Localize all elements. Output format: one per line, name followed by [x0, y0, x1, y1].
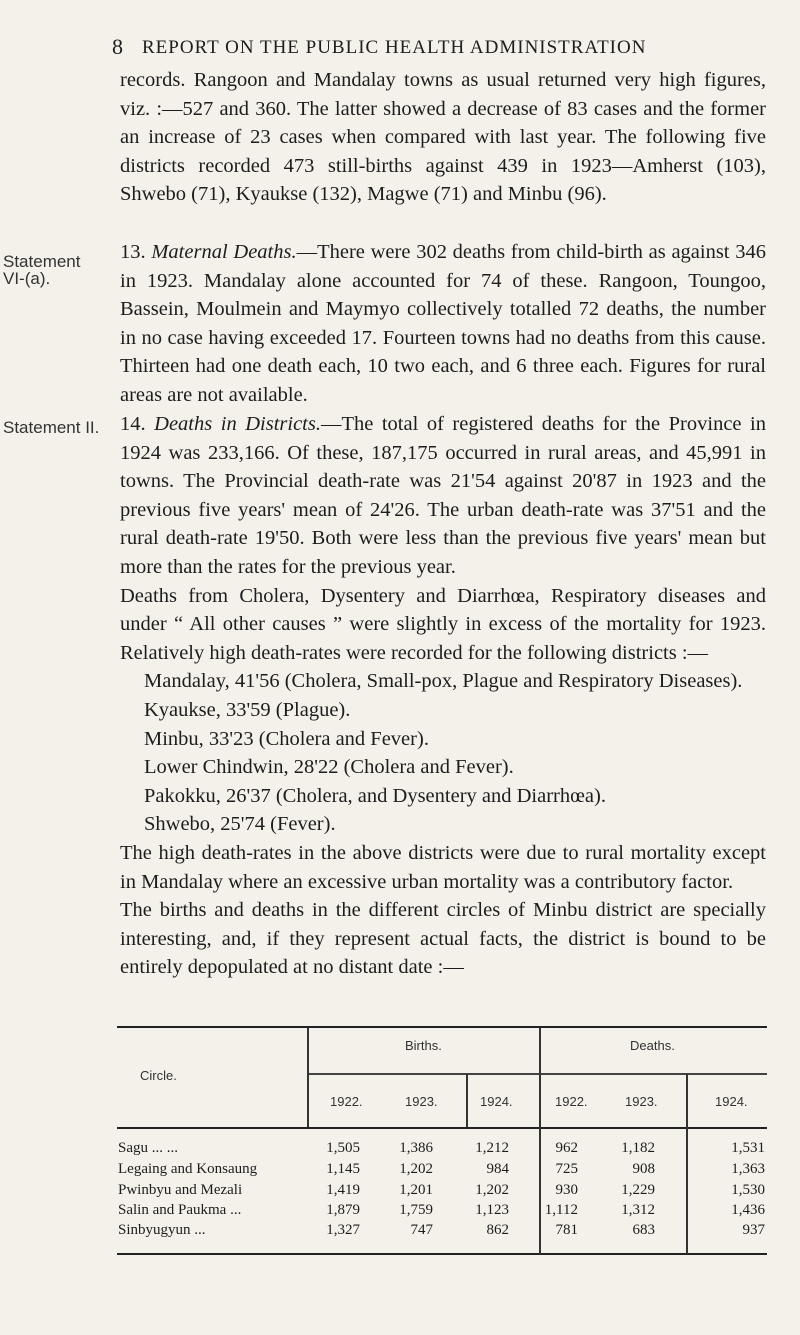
table-cell-circle: Salin and Paukma ...: [118, 1202, 242, 1218]
year-header: 1922.: [330, 1094, 363, 1109]
table-cell-value: 1,312: [621, 1202, 655, 1218]
table-cell-value: 1,363: [731, 1161, 765, 1177]
col-header-circle: Circle.: [140, 1068, 177, 1083]
table-cell-value: 1,123: [475, 1202, 509, 1218]
table-cell-value: 962: [555, 1140, 578, 1156]
table-cell-value: 1,327: [326, 1222, 360, 1238]
year-header: 1924.: [480, 1094, 513, 1109]
table-cell-value: 1,436: [731, 1202, 765, 1218]
para-14-text: [120, 410, 766, 582]
table-cell-value: 1,505: [326, 1140, 360, 1156]
table-cell-value: 747: [410, 1222, 433, 1238]
table-header-rule: [117, 1127, 307, 1129]
para-14-body: —The total of registered deaths for the Province in 1924 was 233,166. Of these, 187,175 occurred in rural areas, and 45,991 in towns. The Provincial death-rate was 21'54 against 20'87 in 1923 and the previous five years' mean of 24'26. The urban death-rate was 37'51 and the rural death-rate 19'50. Both were less than the previous five years' mean but more than the rates for the previous year.: [120, 413, 766, 578]
table-cell-circle: Sagu ... ...: [118, 1140, 178, 1156]
table-divider: [686, 1074, 688, 1254]
table-divider: [539, 1028, 541, 1074]
paragraph-13: [120, 238, 766, 410]
table-cell-value: 1,229: [621, 1182, 655, 1198]
table-cell-value: 1,201: [399, 1182, 433, 1198]
table-divider: [307, 1028, 309, 1127]
table-cell-circle: Pwinbyu and Mezali: [118, 1182, 243, 1198]
table-header-rule: [307, 1127, 767, 1129]
table-cell-value: 1,112: [544, 1202, 578, 1218]
table-cell-value: 725: [555, 1161, 578, 1177]
table-cell-circle: Legaing and Konsaung: [118, 1161, 258, 1177]
table-cell-value: 862: [486, 1222, 509, 1238]
table-cell-value: 1,202: [399, 1161, 433, 1177]
table-divider: [539, 1074, 541, 1254]
table-cell-value: 930: [555, 1182, 578, 1198]
table-cell-value: 1,182: [621, 1140, 655, 1156]
table-cell-value: 1,530: [731, 1182, 765, 1198]
table-bottom-rule: [117, 1253, 767, 1255]
year-header: 1923.: [405, 1094, 438, 1109]
table-cell-value: 1,419: [326, 1182, 360, 1198]
table-cell-value: 1,386: [399, 1140, 433, 1156]
para-13-heading: Maternal Deaths.: [151, 241, 297, 263]
group-header-deaths: Deaths.: [630, 1038, 675, 1053]
group-header-births: Births.: [405, 1038, 442, 1053]
table-cell-value: 908: [632, 1161, 655, 1177]
page-number: 8: [112, 34, 124, 59]
table-cell-value: 1,202: [475, 1182, 509, 1198]
intro-text: records. Rangoon and Mandalay towns as usual returned very high figures, viz. :—527 and 360. The latter showed a decrease of 83 cases and the former an increase of 23 cases when compared with last year. The following five districts recorded 473 still-births against 439 in 1923—Amherst (103), Shwebo (71), Kyaukse (132), Magwe (71) and Minbu (96).: [120, 69, 766, 206]
table-subheader-rule: [307, 1073, 767, 1075]
page-title: REPORT ON THE PUBLIC HEALTH ADMINISTRATION: [142, 37, 647, 58]
district-item: Mandalay, 41'56 (Cholera, Small-pox, Plague and Respiratory Diseases).: [144, 670, 743, 693]
year-header: 1923.: [625, 1094, 658, 1109]
table-cell-value: 984: [486, 1161, 509, 1177]
para-high-death-rates: The high death-rates in the above districts were due to rural mortality except in Mandalay where an excessive urban mortality was a contributory factor.: [120, 841, 766, 893]
table-cell-value: 683: [632, 1222, 655, 1238]
table-divider: [466, 1074, 468, 1127]
district-item: Lower Chindwin, 28'22 (Cholera and Fever).: [144, 756, 514, 779]
para-minbu: The births and deaths in the different circles of Minbu district are specially interesting, and, if they represent actual facts, the district is bound to be entirely depopulated at no distant date :—: [120, 899, 766, 979]
para-13-body: —There were 302 deaths from child-birth as against 346 in 1923. Mandalay alone accounted for 74 of these. Rangoon, Toungoo, Bassein, Moulmein and Maymyo collectively totalled 72 deaths, the number in no case having exceeded 17. Fourteen towns had no deaths from this cause. Thirteen had one death each, 10 two each, and 6 three each. Figures for rural areas are not available.: [120, 241, 766, 406]
margin-note-statement-vi: Statement VI-(a).: [3, 252, 81, 288]
year-header: 1924.: [715, 1094, 748, 1109]
table-cell-value: 1,145: [326, 1161, 360, 1177]
year-header: 1922.: [555, 1094, 588, 1109]
paragraph-14: [120, 410, 766, 982]
table-cell-value: 1,879: [326, 1202, 360, 1218]
para-14-number: 14.: [120, 413, 146, 435]
district-item: Shwebo, 25'74 (Fever).: [144, 813, 336, 836]
district-item: Kyaukse, 33'59 (Plague).: [144, 698, 351, 721]
para-13-text: [120, 238, 766, 410]
margin-note-statement-ii: Statement II.: [3, 418, 100, 437]
table-top-rule: [117, 1026, 767, 1028]
table-cell-value: 937: [742, 1222, 765, 1238]
table-cell-value: 1,759: [399, 1202, 433, 1218]
paragraph-intro: [120, 66, 766, 209]
table-cell-circle: Sinbyugyun ...: [118, 1222, 206, 1238]
table-cell-value: 1,531: [731, 1140, 765, 1156]
district-item: Minbu, 33'23 (Cholera and Fever).: [144, 727, 429, 750]
para-13-number: 13.: [120, 241, 146, 263]
table-cell-value: 781: [555, 1222, 578, 1238]
para-14-body2: Deaths from Cholera, Dysentery and Diarrhœa, Respiratory diseases and under “ All other causes ” were slightly in excess of the mortality for 1923. Relatively high death-rates were recorded for the following districts :—: [120, 584, 766, 664]
district-item: Pakokku, 26'37 (Cholera, and Dysentery and Diarrhœa).: [144, 784, 606, 807]
table-cell-value: 1,212: [475, 1140, 509, 1156]
para-14-heading: Deaths in Districts.: [154, 413, 321, 435]
